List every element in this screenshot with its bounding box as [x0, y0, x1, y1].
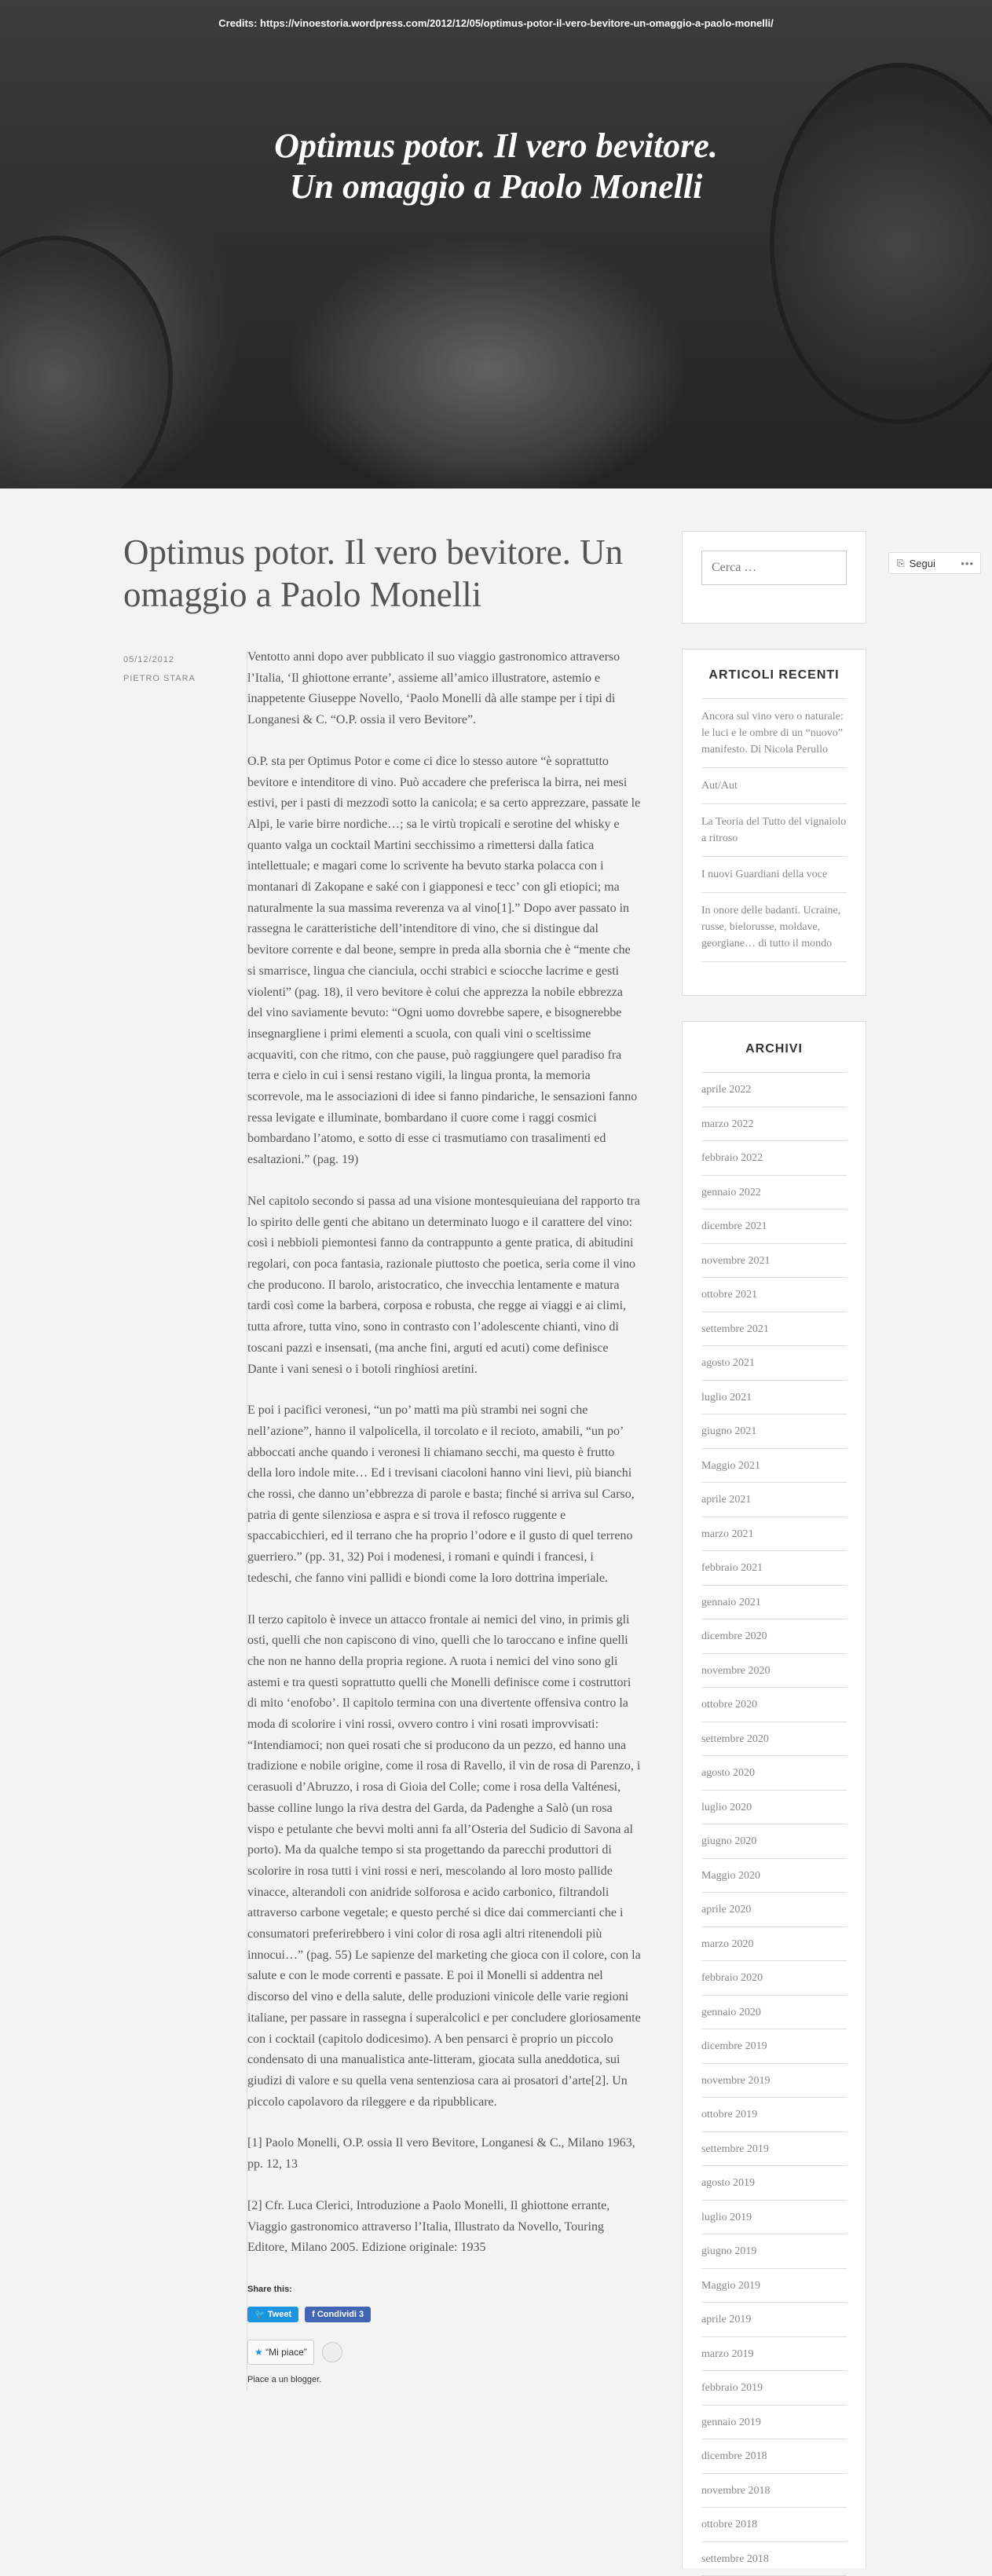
archive-link[interactable]: Maggio 2020 [701, 1859, 847, 1894]
archive-link[interactable]: marzo 2019 [701, 2337, 847, 2372]
post [123, 531, 642, 2391]
post-date[interactable]: 05/12/2012 [123, 650, 247, 669]
recent-posts-list [701, 699, 847, 962]
post-content [247, 650, 641, 2391]
tweet-button[interactable]: 🐦 Tweet [247, 2307, 298, 2322]
archive-link[interactable]: ottobre 2018 [701, 2508, 847, 2542]
follow-label: Segui [910, 558, 935, 569]
star-icon: ★ [254, 2347, 263, 2358]
archive-link[interactable]: febbraio 2019 [701, 2371, 847, 2406]
recent-post-link[interactable]: In onore delle badanti. Ucraine, russe, bielorusse, moldave, georgiane… di tutto il mondo [701, 893, 847, 962]
archive-link[interactable]: aprile 2021 [701, 1483, 847, 1517]
archive-widget [682, 1021, 866, 2568]
hero-overlay [0, 0, 992, 488]
archive-link[interactable]: giugno 2021 [701, 1414, 847, 1449]
post-paragraph: Il terzo capitolo è invece un attacco frontale ai nemici del vino, in primis gli osti, quelli che non capiscono di vino, quelli che lo taroccano e infine quelli che non ne hanno della propria regione. A ruota i nemici del vino sono gli astemi e tra questi soprattutto quelli che Monelli definisce come i costruttori di mito ‘enofobo’. Il capitolo termina con una divertente offensiva contro la moda di scolorire i vini rossi, ovvero contro i vini rosati improvvisati: “Intendiamoci; non quei rosati che si producono da un pezzo, ed hanno una tradizione e nobile origine, come il rosa di Ravello, il vin de rosa di Parenzo, i cerasuoli d’Abruzzo, i rosa di Gioia del Colle; come i rosa della Valténesi, basse colline lungo la riva destra del Garda, da Padenghe a Salò (un rosa vispo e petulante che bevvi molti anni fa all’Osteria del Sudicio di Savona al porto). Ma da qualche tempo si sta progettando da parecchi produttori di scolorire in rosa tutti i vini rossi e neri, mescolando al loro mosto pallide vinacce, alterandoli con anidride solforosa e acido carbonico, filtrandoli attraverso carbone vegetale; e questo perché si dice dai commercianti che i consumatori preferirebbero i vini color di rosa agli altri ritenendoli più innocui…” (pag. 55) Le sapienze del marketing che gioca con il colore, con la salute e con le mode correnti e passate. E poi il Monelli si addentra nel discorso del vino e della salute, delle produzioni vinicole delle varie regioni italiane, per passare in rassegna i superalcolici e per concludere gloriosamente con i cocktail (capitolo dodicesimo). A ben pensarci è proprio un piccolo condensato di una manualistica ante-litteram, giocata sulla aneddotica, sui giudizi di valore e su quella vena sentenziosa cara ai prosatori d’arte[2]. Un piccolo capolavoro da rileggere e da ripubblicare. [247, 1610, 641, 2113]
archive-link[interactable]: giugno 2019 [701, 2234, 847, 2269]
archive-link[interactable]: settembre 2020 [701, 1722, 847, 1757]
like-label: “Mi piace” [265, 2347, 307, 2358]
archive-link[interactable]: aprile 2022 [701, 1073, 847, 1107]
recent-post-link[interactable]: I nuovi Guardiani della voce [701, 857, 847, 893]
archive-link[interactable]: giugno 2020 [701, 1824, 847, 1859]
search-widget [682, 531, 866, 624]
archive-title: ARCHIVI [701, 1042, 847, 1073]
archive-link[interactable]: gennaio 2021 [701, 1586, 847, 1620]
archive-link[interactable]: febbraio 2021 [701, 1551, 847, 1586]
recent-post-link[interactable]: La Teoria del Tutto del vignaiolo a ritroso [701, 804, 847, 857]
archive-link[interactable]: gennaio 2022 [701, 1176, 847, 1210]
archive-link[interactable]: gennaio 2020 [701, 1996, 847, 2030]
archive-link[interactable]: settembre 2018 [701, 2542, 847, 2576]
archive-link[interactable]: marzo 2021 [701, 1517, 847, 1552]
archive-link[interactable]: dicembre 2019 [701, 2029, 847, 2064]
archive-link[interactable]: dicembre 2021 [701, 1209, 847, 1244]
archive-link[interactable]: novembre 2021 [701, 1244, 847, 1279]
archive-link[interactable]: luglio 2020 [701, 1791, 847, 1825]
archive-list [701, 1073, 847, 2576]
share-buttons [247, 2307, 641, 2322]
archive-link[interactable]: agosto 2019 [701, 2166, 847, 2201]
archive-link[interactable]: gennaio 2019 [701, 2406, 847, 2440]
more-icon[interactable]: ••• [961, 558, 974, 569]
archive-link[interactable]: dicembre 2018 [701, 2439, 847, 2474]
search-input[interactable] [701, 551, 847, 585]
archive-link[interactable]: ottobre 2020 [701, 1688, 847, 1722]
post-paragraph: O.P. sta per Optimus Potor e come ci dice lo stesso autore “è soprattutto bevitore e intenditore di vino. Può accadere che preferisca la birra, nei mesi estivi, per i pasti di mezzodì sotto la canicola; e sa certo apprezzare, passate le Alpi, le varie birre nordiche…; sa le virtù tropicali e serotine del whisky e quanto valga un cocktail Martini secchissimo a rimettersi dalla fatica intellettuale; e magari come lo scrivente ha bevuto starka polacca con i montanari di Zakopane e saké con i giapponesi e tecc’ con gli etiopici; ma naturalmente la sua massima reverenza va al vino[1].” Dopo aver passato in rassegna le caratteristiche dell’intenditore di vino, che si distingue dal bevitore corrente e dal beone, sempre in preda alla sbornia che è “mente che si smarrisce, lingua che cianciula, occhi strabici e sciocche lacrime e gesti violenti” (pag. 18), il vero bevitore è colui che apprezza la nobile ebbrezza del vino saviamente bevuto: “Ogni uomo dovrebbe sapere, e bisognerebbe insegnargliene i primi elementi a scuola, con quali vini o sceltissime acquaviti, con che ritmo, con che pause, può raggiungere quel paradiso fra terra e cielo in cui i sensi restano vigili, la lingua pronta, la memoria scorrevole, ma le associazioni di idee si fanno pindariche, le sensazioni fanno ressa levigate e illuminate, bombardano il cuore come i raggi cosmici bombardano l’atomo, e sotto di esse ci trasmutiamo con trasalimenti ed esaltazioni.” (pag. 19) [247, 752, 641, 1171]
post-meta [123, 650, 247, 2391]
archive-link[interactable]: agosto 2020 [701, 1756, 847, 1791]
tweet-label: Tweet [268, 2310, 291, 2319]
archive-link[interactable]: novembre 2020 [701, 1654, 847, 1689]
footnote: [2] Cfr. Luca Clerici, Introduzione a Paolo Monelli, Il ghiottone errante, Viaggio gastronomico attraverso l’Italia, Illustrato da Novello, Touring Editore, Milano 2005. Edizione originale: 1935 [247, 2196, 641, 2259]
archive-link[interactable]: novembre 2019 [701, 2064, 847, 2098]
like-row [247, 2340, 641, 2366]
hero-header [0, 0, 992, 488]
post-paragraphs [247, 647, 641, 2259]
follow-icon: ⎘ [897, 558, 905, 569]
archive-link[interactable]: aprile 2019 [701, 2303, 847, 2337]
post-paragraph: E poi i pacifici veronesi, “un po’ matti ma più strambi nei sogni che nell’azione”, hanno il valpolicella, il torcolato e il recioto, amabili, “un po’ abboccati anche quando i veronesi li chiamano secchi, ma questo è frutto della loro indole mite… Ed i trevisani ciacoloni hanno vini lievi, più bianchi che rossi, che danno un’ebbrezza di parole e basta; finché si arriva sul Carso, patria di gente silenziosa e aspra e si trova il refosco ruggente e spaccabicchieri, ed il terrano che ha proprio l’odore e il gusto di quel terreno guerriero.” (pp. 31, 32) Poi i modenesi, i romani e quindi i francesi, i tedeschi, che fanno vini pallidi e biondi come la loro dottrina imperiale. [247, 1400, 641, 1589]
post-body [123, 650, 642, 2391]
archive-link[interactable]: ottobre 2021 [701, 1278, 847, 1312]
facebook-label: Condividi 3 [317, 2310, 364, 2319]
blogger-avatar[interactable] [322, 2342, 342, 2362]
archive-link[interactable]: febbraio 2022 [701, 1141, 847, 1176]
share-heading: Share this: [247, 2279, 641, 2300]
archive-link[interactable]: febbraio 2020 [701, 1961, 847, 1996]
archive-link[interactable]: settembre 2019 [701, 2132, 847, 2167]
post-title: Optimus potor. Il vero bevitore. Un omaggio a Paolo Monelli [123, 531, 642, 616]
archive-link[interactable]: marzo 2022 [701, 1107, 847, 1142]
credits-link[interactable]: Credits: https://vinoestoria.wordpress.com/2012/12/05/optimus-potor-il-vero-bevitore-un-omaggio-a-paolo-monelli/ [218, 17, 773, 29]
hero-title: Optimus potor. Il vero bevitore. Un omaggio a Paolo Monelli [267, 126, 725, 207]
like-note: Piace a un blogger. [247, 2369, 641, 2391]
post-paragraph: Nel capitolo secondo si passa ad una visione montesquieuiana del rapporto tra lo spirito delle genti che abitano un determinato luogo e il carattere del vino: così i nebbioli piemontesi fanno da contrappunto a gente pratica, di abitudini regolari, con poca fantasia, razionale piuttosto che poetica, seria come il vino che producono. Il barolo, aristocratico, che invecchia lentamente e matura tardi così come la barbera, corposa e robusta, che regge ai viaggi e ai climi, tutta afrore, tutta vino, sono in contrasto con l’adolescente chianti, vino di toscani pazzi e insensati, (ma anche fini, arguti ed acuti) come definisce Dante i vani senesi o i botoli ringhiosi aretini. [247, 1191, 641, 1380]
hero-credits [0, 17, 992, 29]
recent-post-link[interactable]: Aut/Aut [701, 768, 847, 804]
archive-link[interactable]: marzo 2020 [701, 1927, 847, 1962]
facebook-share-button[interactable]: f Condividi 3 [305, 2307, 371, 2322]
archive-link[interactable]: settembre 2021 [701, 1312, 847, 1347]
follow-button[interactable] [888, 552, 981, 574]
recent-posts-widget [682, 649, 866, 996]
archive-link[interactable]: aprile 2020 [701, 1893, 847, 1927]
recent-post-link[interactable]: Ancora sul vino vero o naturale: le luci e le ombre di un “nuovo” manifesto. Di Nicola Perullo [701, 699, 847, 768]
archive-link[interactable]: Maggio 2019 [701, 2269, 847, 2303]
archive-link[interactable]: agosto 2021 [701, 1346, 847, 1381]
archive-link[interactable]: Maggio 2021 [701, 1449, 847, 1484]
like-button[interactable] [247, 2340, 314, 2366]
archive-link[interactable]: novembre 2018 [701, 2474, 847, 2508]
footnote: [1] Paolo Monelli, O.P. ossia Il vero Bevitore, Longanesi & C., Milano 1963, pp. 12, 13 [247, 2133, 641, 2175]
share-section [247, 2279, 641, 2391]
recent-posts-title: ARTICOLI RECENTI [701, 668, 847, 699]
archive-link[interactable]: luglio 2021 [701, 1381, 847, 1415]
post-author[interactable]: PIETRO STARA [123, 669, 247, 688]
post-paragraph: Ventotto anni dopo aver pubblicato il suo viaggio gastronomico attraverso l’Italia, ‘Il ghiottone errante’, assieme all’amico illustratore, astemio e inappetente Giuseppe Novello, ‘Paolo Monelli dà alle stampe per i tipi di Longanesi & C. “O.P. ossia il vero Bevitore”. [247, 647, 641, 731]
archive-link[interactable]: luglio 2019 [701, 2201, 847, 2235]
archive-link[interactable]: ottobre 2019 [701, 2098, 847, 2132]
archive-link[interactable]: dicembre 2020 [701, 1619, 847, 1654]
